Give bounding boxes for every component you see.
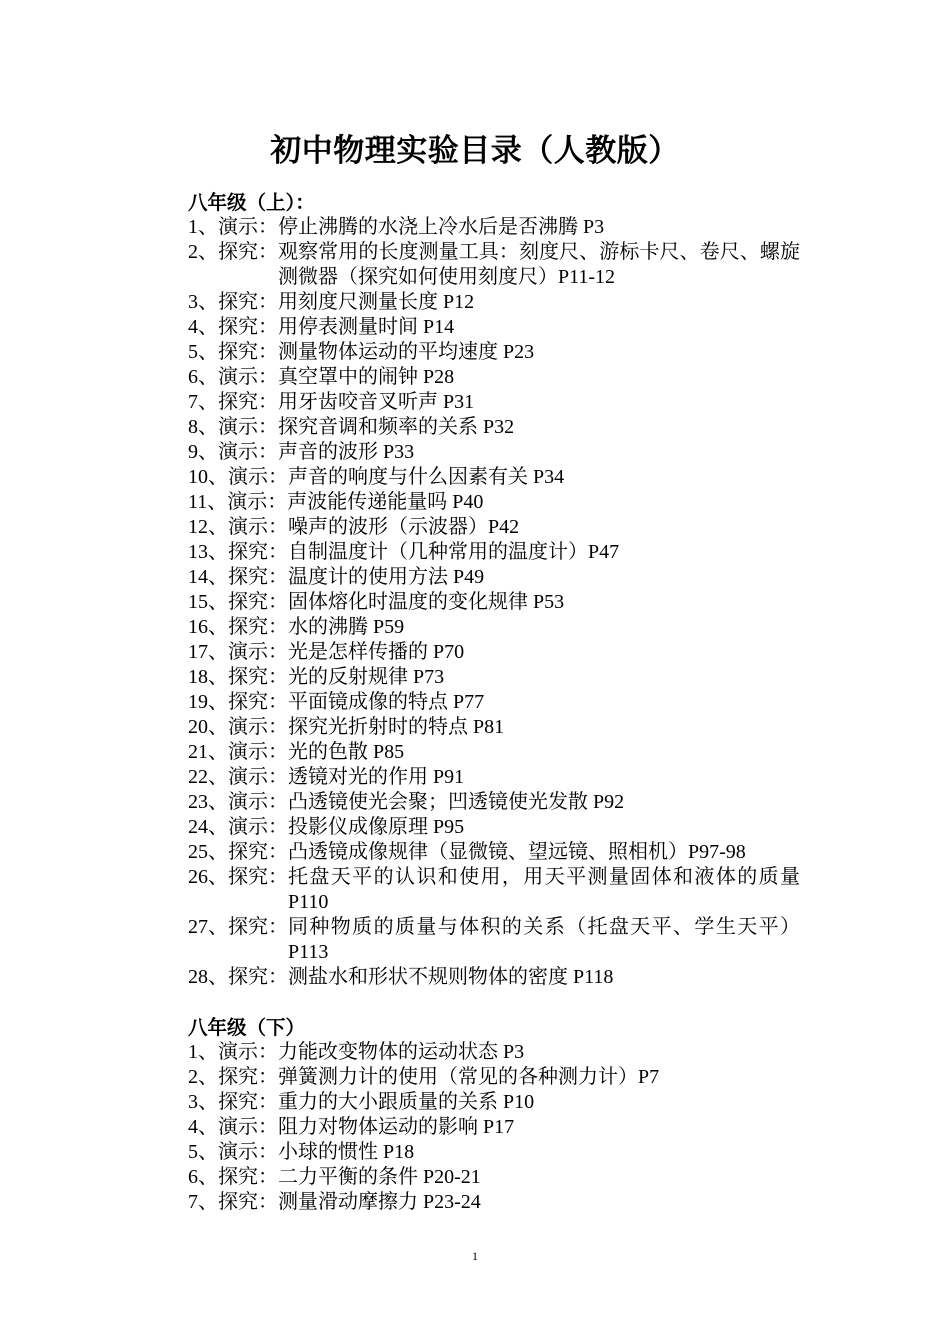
item-text: 测量物体运动的平均速度 P23 xyxy=(278,341,535,363)
item-text: 凸透镜使光会聚；凹透镜使光发散 P92 xyxy=(288,791,625,813)
item-text: 探究音调和频率的关系 P32 xyxy=(278,416,515,438)
list-item xyxy=(188,540,800,565)
list-item xyxy=(188,240,800,290)
item-text: 光是怎样传播的 P70 xyxy=(288,641,465,663)
list-item xyxy=(188,665,800,690)
item-prefix: 18、探究： xyxy=(188,666,288,688)
list-item xyxy=(188,615,800,640)
item-text: 平面镜成像的特点 P77 xyxy=(288,691,485,713)
item-text: 水的沸腾 P59 xyxy=(288,616,405,638)
item-prefix: 25、探究： xyxy=(188,841,288,863)
item-prefix: 26、探究： xyxy=(188,866,288,888)
section-grade8-first xyxy=(188,190,800,990)
item-text: 声音的响度与什么因素有关 P34 xyxy=(288,466,565,488)
item-prefix: 2、探究： xyxy=(188,241,278,263)
item-text: 测盐水和形状不规则物体的密度 P118 xyxy=(288,966,614,988)
list-item xyxy=(188,290,800,315)
list-item xyxy=(188,365,800,390)
list-item xyxy=(188,1140,800,1165)
item-prefix: 12、演示： xyxy=(188,516,288,538)
item-text: 自制温度计（几种常用的温度计）P47 xyxy=(288,541,620,563)
list-item xyxy=(188,965,800,990)
page-title: 初中物理实验目录（人教版） xyxy=(270,133,680,169)
list-item xyxy=(188,515,800,540)
item-prefix: 7、探究： xyxy=(188,391,278,413)
experiment-list xyxy=(188,215,800,990)
item-prefix: 15、探究： xyxy=(188,591,288,613)
item-text: 用牙齿咬音叉听声 P31 xyxy=(278,391,475,413)
list-item xyxy=(188,415,800,440)
list-item xyxy=(188,1090,800,1115)
item-text: 重力的大小跟质量的关系 P10 xyxy=(278,1091,535,1113)
item-text: 托盘天平的认识和使用，用天平测量固体和液体的质量 P110 xyxy=(288,866,800,913)
item-text: 固体熔化时温度的变化规律 P53 xyxy=(288,591,565,613)
item-text: 投影仪成像原理 P95 xyxy=(288,816,465,838)
item-prefix: 28、探究： xyxy=(188,966,288,988)
item-prefix: 19、探究： xyxy=(188,691,288,713)
item-text: 探究光折射时的特点 P81 xyxy=(288,716,505,738)
list-item xyxy=(188,490,800,515)
item-prefix: 14、探究： xyxy=(188,566,288,588)
item-text: 光的反射规律 P73 xyxy=(288,666,445,688)
list-item xyxy=(188,740,800,765)
item-prefix: 1、演示： xyxy=(188,216,278,238)
item-prefix: 20、演示： xyxy=(188,716,288,738)
page-number: 1 xyxy=(472,1249,478,1263)
list-item xyxy=(188,765,800,790)
item-text: 光的色散 P85 xyxy=(288,741,405,763)
item-prefix: 4、探究： xyxy=(188,316,278,338)
section-gap xyxy=(188,990,800,1015)
section-heading: 八年级（下） xyxy=(188,1016,306,1039)
item-text: 力能改变物体的运动状态 P3 xyxy=(278,1041,525,1063)
item-prefix: 24、演示： xyxy=(188,816,288,838)
list-item xyxy=(188,565,800,590)
item-prefix: 23、演示： xyxy=(188,791,288,813)
item-text: 声波能传递能量吗 P40 xyxy=(287,491,484,513)
item-text: 同种物质的质量与体积的关系（托盘天平、学生天平）P113 xyxy=(288,916,800,963)
item-prefix: 6、探究： xyxy=(188,1166,278,1188)
item-text: 小球的惯性 P18 xyxy=(278,1141,415,1163)
list-item xyxy=(188,815,800,840)
item-text: 温度计的使用方法 P49 xyxy=(288,566,485,588)
item-prefix: 1、演示： xyxy=(188,1041,278,1063)
list-item xyxy=(188,790,800,815)
list-item xyxy=(188,1065,800,1090)
list-item xyxy=(188,1165,800,1190)
item-text: 阻力对物体运动的影响 P17 xyxy=(278,1116,515,1138)
list-item xyxy=(188,340,800,365)
list-item xyxy=(188,865,800,915)
item-prefix: 17、演示： xyxy=(188,641,288,663)
item-prefix: 22、演示： xyxy=(188,766,288,788)
item-text: 噪声的波形（示波器）P42 xyxy=(288,516,520,538)
item-prefix: 8、演示： xyxy=(188,416,278,438)
list-item xyxy=(188,840,800,865)
item-prefix: 10、演示： xyxy=(188,466,288,488)
item-text: 二力平衡的条件 P20-21 xyxy=(278,1166,481,1188)
item-prefix: 9、演示： xyxy=(188,441,278,463)
list-item xyxy=(188,590,800,615)
item-prefix: 6、演示： xyxy=(188,366,278,388)
item-text: 测量滑动摩擦力 P23-24 xyxy=(278,1191,481,1213)
item-prefix: 16、探究： xyxy=(188,616,288,638)
list-item xyxy=(188,440,800,465)
item-text: 用刻度尺测量长度 P12 xyxy=(278,291,475,313)
item-text: 停止沸腾的水浇上冷水后是否沸腾 P3 xyxy=(278,216,605,238)
item-text: 声音的波形 P33 xyxy=(278,441,415,463)
item-prefix: 5、探究： xyxy=(188,341,278,363)
list-item xyxy=(188,915,800,965)
item-prefix: 13、探究： xyxy=(188,541,288,563)
section-grade8-second xyxy=(188,1015,800,1215)
item-prefix: 5、演示： xyxy=(188,1141,278,1163)
item-prefix: 21、演示： xyxy=(188,741,288,763)
document-body xyxy=(188,190,800,1215)
item-prefix: 2、探究： xyxy=(188,1066,278,1088)
item-text: 用停表测量时间 P14 xyxy=(278,316,455,338)
item-text: 弹簧测力计的使用（常见的各种测力计）P7 xyxy=(278,1066,660,1088)
item-text: 凸透镜成像规律（显微镜、望远镜、照相机）P97-98 xyxy=(288,841,746,863)
item-prefix: 11、演示： xyxy=(188,491,288,513)
section-heading: 八年级（上）： xyxy=(188,191,315,214)
list-item xyxy=(188,390,800,415)
list-item xyxy=(188,640,800,665)
item-prefix: 7、探究： xyxy=(188,1191,278,1213)
item-text: 观察常用的长度测量工具：刻度尺、游标卡尺、卷尺、螺旋测微器（探究如何使用刻度尺）P11-12 xyxy=(278,241,800,288)
item-prefix: 4、演示： xyxy=(188,1116,278,1138)
list-item xyxy=(188,1040,800,1065)
list-item xyxy=(188,1115,800,1140)
item-prefix: 3、探究： xyxy=(188,1091,278,1113)
list-item xyxy=(188,465,800,490)
item-prefix: 27、探究： xyxy=(188,916,288,938)
list-item xyxy=(188,690,800,715)
list-item xyxy=(188,1190,800,1215)
item-text: 透镜对光的作用 P91 xyxy=(288,766,465,788)
list-item xyxy=(188,315,800,340)
list-item xyxy=(188,215,800,240)
item-prefix: 3、探究： xyxy=(188,291,278,313)
list-item xyxy=(188,715,800,740)
item-text: 真空罩中的闹钟 P28 xyxy=(278,366,455,388)
experiment-list xyxy=(188,1040,800,1215)
